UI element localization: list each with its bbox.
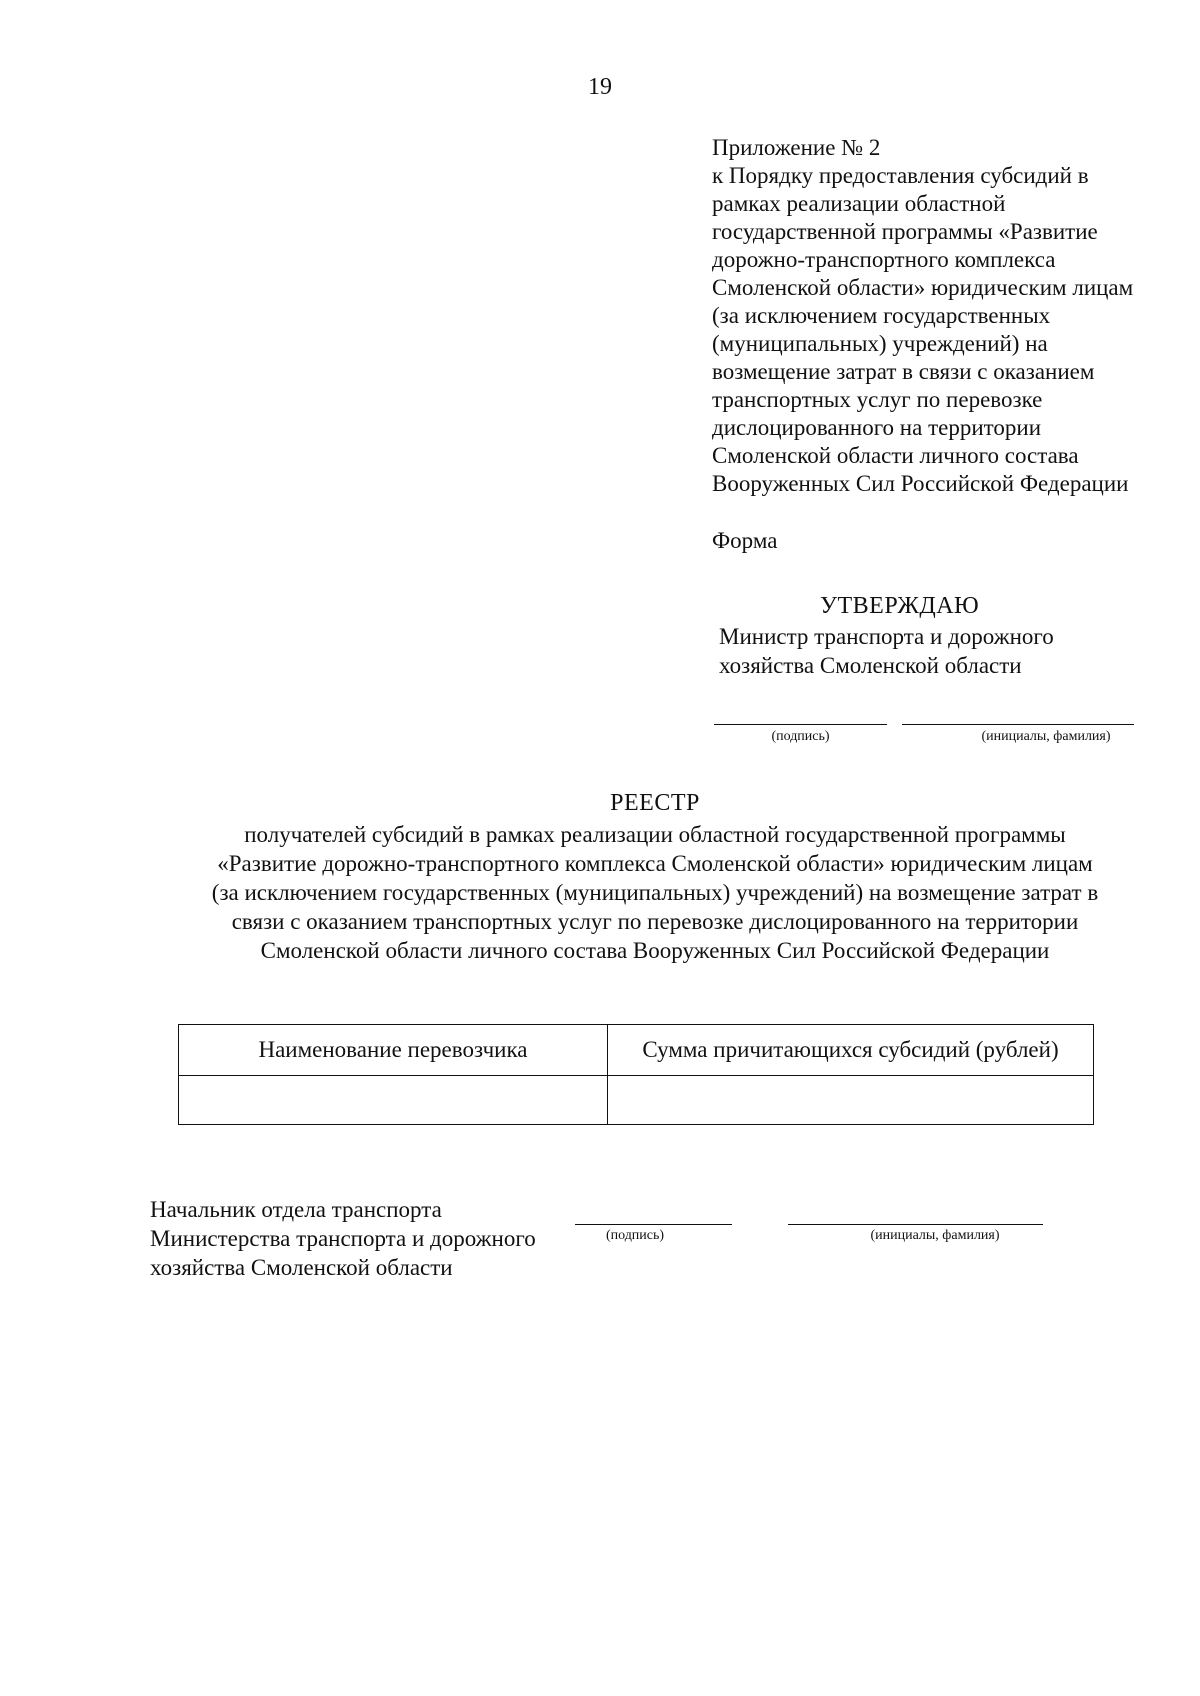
table-cell-amount xyxy=(608,1076,1094,1125)
appendix-header xyxy=(712,134,1182,498)
appendix-line: возмещение затрат в связи с оказанием xyxy=(712,359,1095,384)
approval-signatory xyxy=(719,622,1054,680)
registry-subtitle-line: «Развитие дорожно-транспортного комплекса Смоленской области» юридическим лицам xyxy=(217,851,1093,876)
chief-signatory xyxy=(150,1195,536,1282)
appendix-line: (за исключением государственных xyxy=(712,303,1051,328)
table-row xyxy=(179,1076,1094,1125)
approval-signature-line xyxy=(714,724,887,725)
chief-name-line xyxy=(788,1224,1043,1225)
registry-table xyxy=(178,1024,1094,1125)
appendix-line: государственной программы «Развитие xyxy=(712,219,1098,244)
appendix-line: (муниципальных) учреждений) на xyxy=(712,331,1048,356)
registry-subtitle xyxy=(150,820,1160,965)
appendix-line: дислоцированного на территории xyxy=(712,415,1042,440)
column-header-amount: Сумма причитающихся субсидий (рублей) xyxy=(608,1025,1094,1076)
registry-subtitle-line: Смоленской области личного состава Вооруженных Сил Российской Федерации xyxy=(260,938,1050,963)
column-header-carrier: Наименование перевозчика xyxy=(179,1025,608,1076)
chief-name-caption: (инициалы, фамилия) xyxy=(870,1228,1000,1243)
registry-subtitle-line: (за исключением государственных (муниципальных) учреждений) на возмещение затрат в xyxy=(211,880,1099,905)
appendix-line: Вооруженных Сил Российской Федерации xyxy=(712,471,1129,496)
approval-name-line xyxy=(902,724,1134,725)
chief-line: Начальник отдела транспорта xyxy=(150,1197,442,1222)
appendix-line: транспортных услуг по перевозке xyxy=(712,387,1043,412)
approval-line: Министр транспорта и дорожного xyxy=(719,624,1054,649)
appendix-line: дорожно-транспортного комплекса xyxy=(712,247,1056,272)
registry-subtitle-line: связи с оказанием транспортных услуг по перевозке дислоцированного на территории xyxy=(231,909,1079,934)
approval-signature-caption: (подпись) xyxy=(771,729,830,744)
table-cell-carrier xyxy=(179,1076,608,1125)
chief-line: Министерства транспорта и дорожного xyxy=(150,1226,536,1251)
registry-title: РЕЕСТР xyxy=(610,790,700,816)
form-label: Форма xyxy=(712,528,778,553)
appendix-line: к Порядку предоставления субсидий в xyxy=(712,163,1089,188)
chief-signature-caption: (подпись) xyxy=(605,1228,665,1243)
table-header-row xyxy=(179,1025,1094,1076)
page-number: 19 xyxy=(588,74,612,100)
appendix-line: Смоленской области» юридическим лицам xyxy=(712,275,1134,300)
appendix-line: рамках реализации областной xyxy=(712,191,1006,216)
registry-subtitle-line: получателей субсидий в рамках реализации областной государственной программы xyxy=(244,822,1066,847)
approval-name-caption: (инициалы, фамилия) xyxy=(981,729,1111,744)
approval-line: хозяйства Смоленской области xyxy=(719,653,1022,678)
appendix-line: Приложение № 2 xyxy=(712,135,881,160)
approval-title: УТВЕРЖДАЮ xyxy=(820,593,980,619)
chief-line: хозяйства Смоленской области xyxy=(150,1255,453,1280)
appendix-line: Смоленской области личного состава xyxy=(712,443,1079,468)
chief-signature-line xyxy=(575,1224,732,1225)
